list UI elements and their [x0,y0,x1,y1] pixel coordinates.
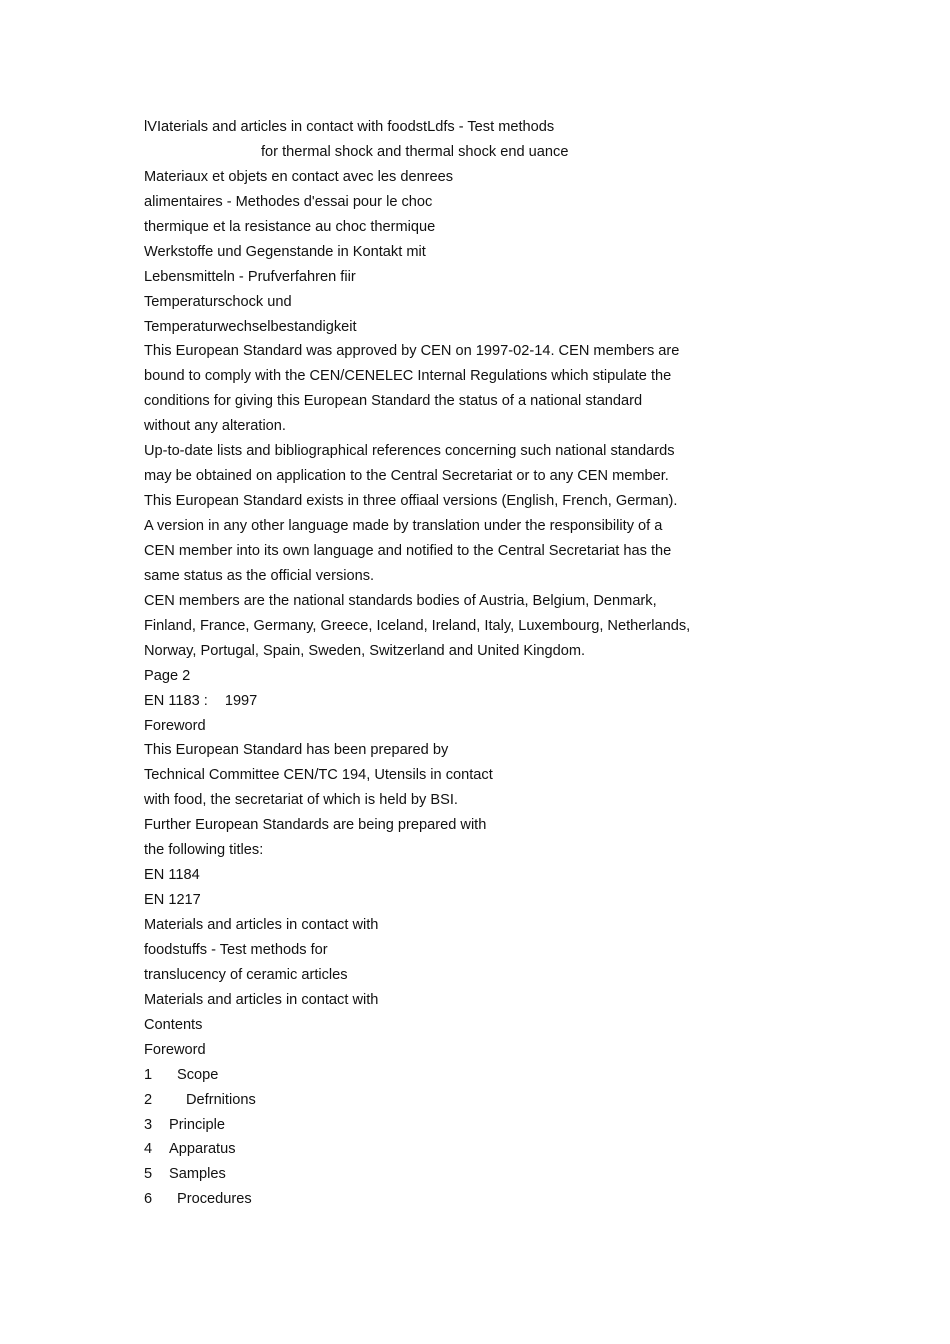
foreword-text-line: EN 1217 [144,892,201,909]
contents-entry-number: 4 [144,1141,153,1158]
contents-entry-number: 5 [144,1166,153,1183]
document-title-line-2: for thermal shock and thermal shock end uance [261,143,569,160]
foreword-text-line: the following titles: [144,842,264,859]
approval-text-line: same status as the official versions. [144,567,375,584]
contents-entry-label: Samples [169,1166,226,1183]
foreword-text-line: Materials and articles in contact with [144,991,379,1008]
foreword-heading: Foreword [144,717,206,734]
contents-entry-number: 1 [144,1066,153,1083]
approval-text-line: This European Standard was approved by CEN on 1997-02-14. CEN members are [144,343,680,360]
contents-entry-number: 6 [144,1191,153,1208]
contents-entry-number: 2 [144,1091,153,1108]
foreword-text-line: Technical Committee CEN/TC 194, Utensils in contact [144,767,493,784]
contents-entry [144,1088,864,1113]
foreword-text-line: translucency of ceramic articles [144,966,348,983]
contents-entry [144,1063,864,1088]
german-title-line: Lebensmitteln - Prufverfahren fiir [144,268,356,285]
approval-text-line: CEN member into its own language and notified to the Central Secretariat has the [144,542,672,559]
contents-entry-foreword: Foreword [144,1041,206,1058]
contents-entry [144,1137,864,1162]
document-title-line-1: lVIaterials and articles in contact with foodstLdfs - Test methods [144,119,555,135]
contents-entry-label: Defrnitions [186,1091,256,1108]
approval-text-line: A version in any other language made by translation under the responsibility of a [144,518,663,534]
french-title-line: Materiaux et objets en contact avec les denrees [144,168,454,185]
approval-text-line: conditions for giving this European Standard the status of a national standard [144,393,643,410]
german-title-line: Werkstoffe und Gegenstande in Kontakt mit [144,243,426,260]
standard-number-label: EN 1183 : [144,692,208,709]
approval-text-line: This European Standard exists in three offiaal versions (English, French, German). [144,493,678,510]
foreword-text-line: Further European Standards are being prepared with [144,817,487,834]
contents-entry-number: 3 [144,1116,153,1133]
standard-number [144,689,864,714]
german-title-line: Temperaturschock und [144,293,292,310]
contents-heading: Contents [144,1016,203,1033]
approval-text-line: may be obtained on application to the Central Secretariat or to any CEN member. [144,468,669,485]
approval-text-line: without any alteration. [144,418,286,435]
approval-text-line: Norway, Portugal, Spain, Sweden, Switzerland and United Kingdom. [144,642,586,659]
contents-entry [144,1113,864,1138]
foreword-text-line: Materials and articles in contact with [144,917,379,933]
french-title-line: alimentaires - Methodes d'essai pour le choc [144,193,433,210]
page-label: Page 2 [144,667,191,684]
french-title-line: thermique et la resistance au choc thermique [144,218,436,235]
document-page [144,115,864,1212]
foreword-text-line: foodstuffs - Test methods for [144,941,328,958]
foreword-text-line: with food, the secretariat of which is held by BSI. [144,792,458,809]
german-title-line: Temperaturwechselbestandigkeit [144,318,357,335]
approval-text-line: Up-to-date lists and bibliographical references concerning such national standards [144,443,675,460]
contents-entry [144,1187,864,1212]
contents-entry-label: Scope [177,1066,219,1083]
approval-text-line: bound to comply with the CEN/CENELEC Internal Regulations which stipulate the [144,368,672,385]
foreword-text-line: This European Standard has been prepared by [144,742,449,759]
foreword-text-line: EN 1184 [144,867,200,884]
contents-entry [144,1162,864,1187]
contents-entry-label: Apparatus [169,1141,236,1158]
approval-text-line: CEN members are the national standards bodies of Austria, Belgium, Denmark, [144,592,657,609]
approval-text-line: Finland, France, Germany, Greece, Iceland, Ireland, Italy, Luxembourg, Netherlands, [144,617,691,634]
contents-entry-label: Procedures [177,1191,252,1208]
standard-year: 1997 [224,692,258,709]
contents-entry-label: Principle [169,1116,225,1133]
